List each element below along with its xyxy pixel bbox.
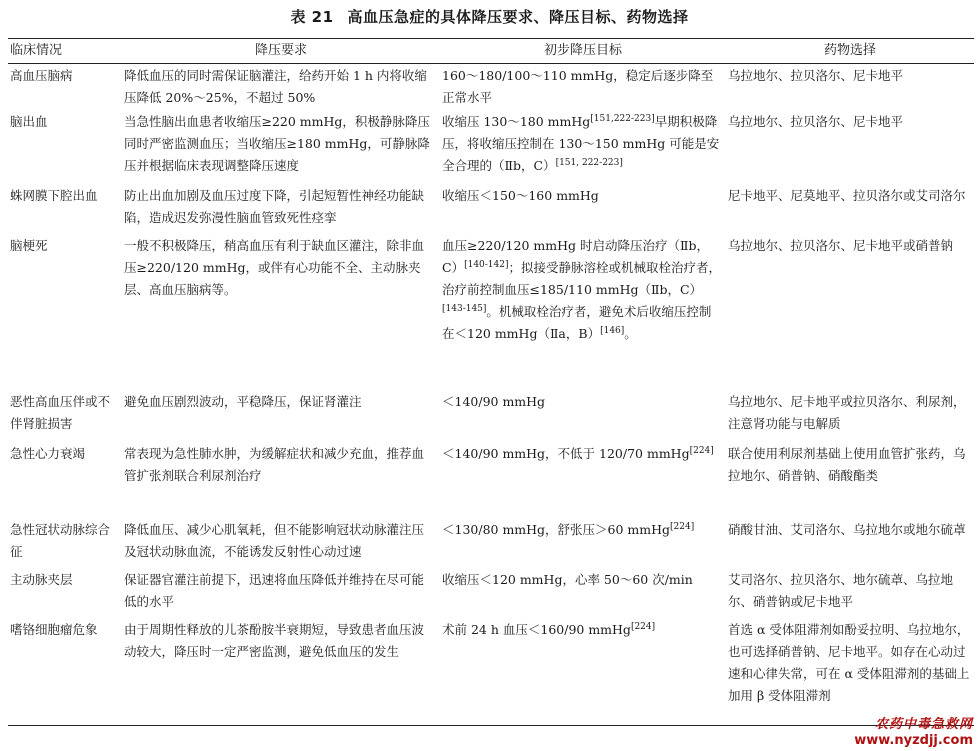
- citation: [143-145]: [442, 303, 487, 314]
- cell-condition: 急性冠状动脉综合征: [10, 521, 111, 559]
- table-row: [8, 442, 974, 518]
- cell-target: 血压≥220/120 mmHg 时启动降压治疗（Ⅱb，C）[140-142]；拟接受静脉溶栓或机械取栓治疗者，治疗前控制血压≤185/110 mmHg（Ⅱb，C）[143-145]。机械取栓治疗者，避免术后收缩压控制在＜120 mmHg（Ⅱa，B）[146]。: [442, 237, 722, 341]
- cell-condition: 主动脉夹层: [10, 571, 73, 587]
- cell-requirement: 避免血压剧烈波动，平稳降压，保证肾灌注: [124, 393, 362, 409]
- header-target: 初步降压目标: [543, 43, 622, 58]
- cell-condition: 高血压脑病: [10, 68, 73, 83]
- cell-target: 160～180/100～110 mmHg，稳定后逐步降至正常水平: [442, 68, 714, 105]
- cell-condition: 蛛网膜下腔出血: [10, 187, 98, 203]
- cell-requirement: 保证器官灌注前提下，迅速将血压降低并维持在尽可能低的水平: [124, 571, 425, 609]
- cell-drugs: 乌拉地尔、拉贝洛尔、尼卡地平: [728, 68, 904, 83]
- cell-drugs: 乌拉地尔、拉贝洛尔、尼卡地平或硝普钠: [728, 237, 954, 253]
- citation: [151,222-223]: [590, 113, 655, 124]
- cell-drugs: 硝酸甘油、艾司洛尔、乌拉地尔或地尔硫䓬: [728, 521, 966, 537]
- citation: [224]: [630, 621, 656, 632]
- cell-drugs: 联合使用利尿剂基础上使用血管扩张药，乌拉地尔、硝普钠、硝酸酯类: [728, 445, 966, 483]
- cell-condition: 脑出血: [10, 113, 48, 129]
- table-row: [8, 568, 974, 618]
- table-row: [8, 110, 974, 184]
- watermark-url: www.nyzdjj.com: [854, 733, 973, 748]
- watermark-name: 农药中毒急救网: [874, 717, 973, 732]
- cell-condition: 恶性高血压伴或不伴肾脏损害: [10, 393, 111, 431]
- header-condition: 临床情况: [10, 43, 63, 58]
- citation: [146]: [600, 325, 625, 336]
- citation: [224]: [689, 445, 714, 456]
- cell-requirement: 常表现为急性肺水肿，为缓解症状和减少充血，推荐血管扩张剂联合利尿剂治疗: [124, 445, 425, 483]
- table-row: [8, 64, 974, 110]
- table-title: [0, 6, 979, 27]
- table-row: [8, 184, 974, 234]
- cell-requirement: 防止出血加剧及血压过度下降，引起短暂性神经功能缺陷，造成迟发弥漫性脑血管致死性痉挛: [124, 187, 425, 225]
- cell-condition: 嗜铬细胞瘤危象: [10, 621, 98, 637]
- citation: [151, 222-223]: [555, 157, 623, 168]
- header-requirement: 降压要求: [254, 43, 307, 58]
- table-title-text: 高血压急症的具体降压要求、降压目标、药物选择: [347, 8, 689, 26]
- cell-target: ＜140/90 mmHg，不低于 120/70 mmHg[224]: [442, 445, 714, 461]
- cell-target: 收缩压＜150～160 mmHg: [442, 187, 599, 203]
- cell-requirement: 降低血压的同时需保证脑灌注，给药开始 1 h 内将收缩压降低 20%～25%，不超过 50%: [124, 68, 427, 105]
- cell-drugs: 乌拉地尔、拉贝洛尔、尼卡地平: [728, 113, 904, 129]
- cell-requirement: 由于周期性释放的儿茶酚胺半衰期短，导致患者血压波动较大，降压时一定严密监测，避免低血压的发生: [124, 621, 425, 659]
- cell-drugs: 乌拉地尔、尼卡地平或拉贝洛尔、利尿剂，注意肾功能与电解质: [728, 393, 966, 431]
- table-row: [8, 618, 974, 726]
- cell-target: 术前 24 h 血压＜160/90 mmHg[224]: [442, 621, 656, 637]
- cell-condition: 急性心力衰竭: [10, 445, 86, 461]
- table-row: [8, 518, 974, 568]
- cell-target: ＜130/80 mmHg，舒张压＞60 mmHg[224]: [442, 521, 695, 537]
- cell-requirement: 一般不积极降压，稍高血压有利于缺血区灌注，除非血压≥220/120 mmHg，或伴有心功能不全、主动脉夹层、高血压脑病等。: [124, 237, 425, 297]
- cell-requirement: 当急性脑出血患者收缩压≥220 mmHg，积极静脉降压同时严密监测血压；当收缩压≥180 mmHg，可静脉降压并根据临床表现调整降压速度: [124, 113, 430, 173]
- cell-requirement: 降低血压、减少心肌氧耗，但不能影响冠状动脉灌注压及冠状动脉血流，不能诱发反射性心动过速: [124, 521, 425, 559]
- cell-condition: 脑梗死: [10, 237, 48, 253]
- table-row: [8, 234, 974, 390]
- cell-drugs: 首选 α 受体阻滞剂如酚妥拉明、乌拉地尔，也可选择硝普钠、尼卡地平。如存在心动过速和心律失常，可在 α 受体阻滞剂的基础上加用 β 受体阻滞剂: [728, 621, 970, 703]
- cell-target: ＜140/90 mmHg: [442, 393, 546, 409]
- table-header-row: [8, 39, 974, 64]
- site-watermark: [854, 717, 973, 749]
- header-drugs: 药物选择: [823, 43, 876, 58]
- citation: [224]: [670, 521, 695, 532]
- citation: [140-142]: [464, 259, 509, 270]
- table-number: 表 21: [290, 8, 334, 26]
- table-row: [8, 390, 974, 442]
- cell-drugs: 艾司洛尔、拉贝洛尔、地尔硫䓬、乌拉地尔、硝普钠或尼卡地平: [728, 571, 954, 609]
- cell-drugs: 尼卡地平、尼莫地平、拉贝洛尔或艾司洛尔: [728, 187, 966, 203]
- hypertension-emergency-table: [8, 38, 974, 726]
- cell-target: 收缩压 130～180 mmHg[151,222-223]早期积极降压，将收缩压控制在 130～150 mmHg 可能是安全合理的（Ⅱb，C）[151, 222-223]: [442, 113, 720, 173]
- cell-target: 收缩压＜120 mmHg，心率 50～60 次/min: [442, 571, 693, 587]
